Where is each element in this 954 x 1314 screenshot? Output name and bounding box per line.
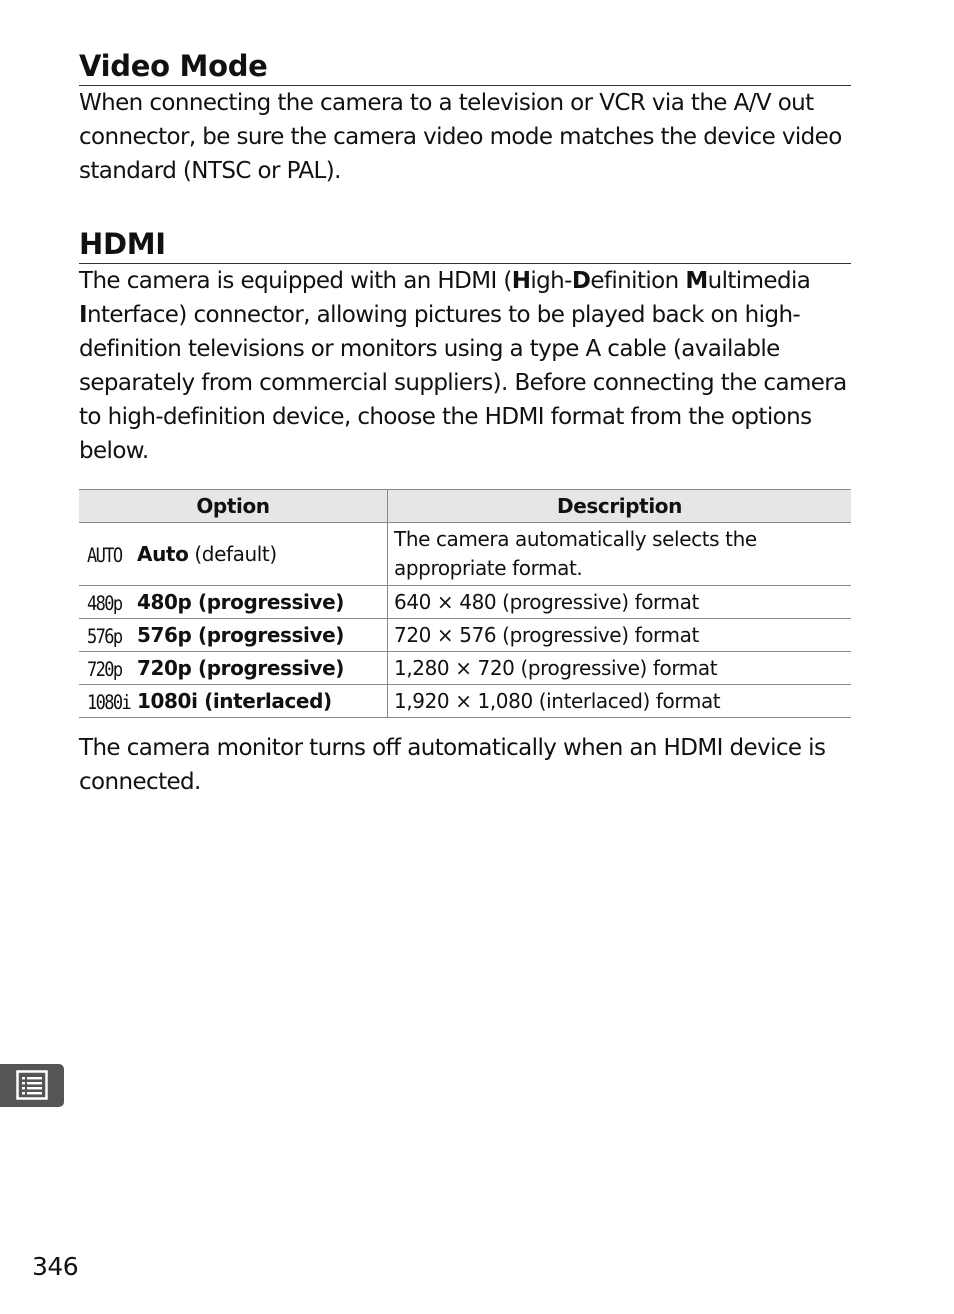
description-column-header: Description [388, 490, 852, 523]
table-row [79, 652, 851, 685]
page-number: 346 [32, 1252, 79, 1281]
table-header-row [79, 490, 851, 523]
option-column-header: Option [79, 490, 388, 523]
description-cell: 640 × 480 (progressive) format [388, 586, 852, 619]
hdmi-paragraph [79, 264, 851, 468]
option-default-note: (default) [188, 542, 277, 566]
table-row [79, 586, 851, 619]
footer-note-section [79, 731, 851, 799]
1080i-icon: 1080i [87, 691, 131, 715]
option-name: Auto [137, 542, 189, 566]
video-mode-section [79, 49, 851, 188]
auto-icon: AUTO [87, 544, 122, 568]
hdmi-options-table [79, 489, 851, 718]
hdmi-text-part: nterface) connector, allowing pictures to be played back on high-definition televisions or monitors using a type A cable (available separately from commercial suppliers). Before connecting the camera to high-definition device, choose the HDMI format from the options below. [79, 302, 847, 464]
720p-icon: 720p [87, 658, 122, 682]
hdmi-text-part: ultimedia [707, 268, 811, 294]
hdmi-text-part: igh- [530, 268, 572, 294]
576p-icon: 576p [87, 625, 122, 649]
hdmi-text-part: efinition [590, 268, 686, 294]
hdmi-acronym-letter: D [571, 268, 591, 294]
description-text: The camera automatically selects the appropriate format. [394, 527, 757, 580]
option-name: 1080i (interlaced) [137, 689, 332, 713]
description-cell [388, 523, 852, 586]
hdmi-acronym-letter: I [79, 302, 87, 328]
option-name: 720p (progressive) [137, 656, 345, 680]
video-mode-paragraph: When connecting the camera to a television or VCR via the A/V out connector, be sure the camera video mode matches the device video standard (NTSC or PAL). [79, 90, 842, 184]
option-cell [79, 685, 388, 718]
option-cell [79, 619, 388, 652]
video-mode-heading: Video Mode [79, 49, 851, 86]
option-cell [79, 652, 388, 685]
hdmi-section [79, 227, 851, 468]
option-name: 576p (progressive) [137, 623, 345, 647]
hdmi-heading: HDMI [79, 227, 851, 264]
description-cell: 1,920 × 1,080 (interlaced) format [388, 685, 852, 718]
description-cell: 720 × 576 (progressive) format [388, 619, 852, 652]
table-row [79, 685, 851, 718]
option-name: 480p (progressive) [137, 590, 345, 614]
playback-menu-tab [0, 1064, 64, 1107]
option-cell [79, 586, 388, 619]
hdmi-text-part: The camera is equipped with an HDMI ( [79, 268, 512, 294]
menu-list-icon [16, 1070, 48, 1100]
hdmi-acronym-letter: M [685, 268, 708, 294]
monitor-note-paragraph: The camera monitor turns off automatically when an HDMI device is connected. [79, 735, 826, 795]
description-cell: 1,280 × 720 (progressive) format [388, 652, 852, 685]
option-cell [79, 523, 388, 586]
table-row [79, 619, 851, 652]
table-row [79, 523, 851, 586]
hdmi-acronym-letter: H [511, 268, 531, 294]
480p-icon: 480p [87, 592, 122, 616]
